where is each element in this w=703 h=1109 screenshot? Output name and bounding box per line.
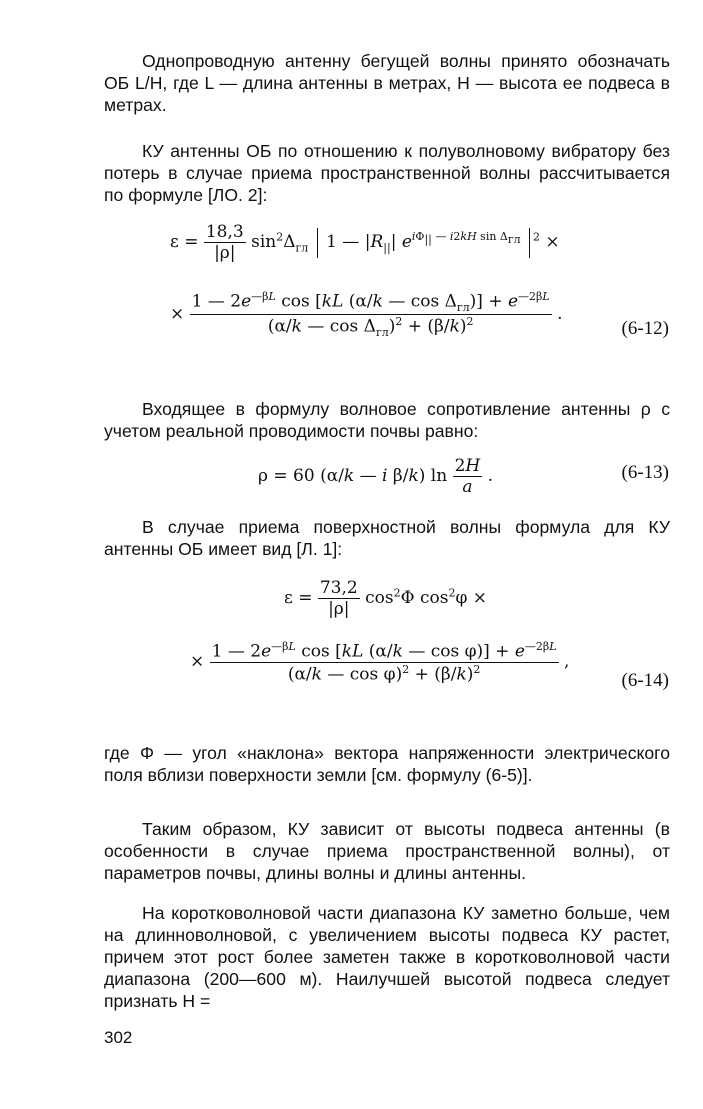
paragraph-surface-wave: [104, 516, 670, 560]
equation-6-14-line2: × $\frac{1 — 2e^{—\beta L} \cos [kL (\alpha/k — \cos \varphi)] + e^{—2\beta L}}{(\alpha/k — \cos \varphi)^2 + (\beta/k)^2}$ ,: [190, 640, 570, 685]
paragraph-shortwave-text: На коротковолновой части диапазона КУ заметно больше, чем на длинноволновой, с увеличением высоты подвеса КУ растет, причем этот рост более заметен также в коротковолновой части диапазона (200—600 м). Наилучшей высотой подвеса следует признать H =: [104, 903, 670, 1011]
paragraph-shortwave: [104, 902, 670, 1012]
equation-6-12-line1: ε = $\frac{18,3}{|\rho|}$ $\sin^2\Delta_{гл}$ 1 — $|R_{||}|$ $e^{i\Phi_{||} — i2kH sin \Delta_{гл}}$ $^2$ ×: [170, 222, 560, 263]
paragraph-ku-spatial: [104, 140, 670, 206]
paragraph-intro: [104, 50, 670, 116]
equation-6-14-number: (6-14): [621, 670, 669, 691]
page-number: 302: [104, 1028, 133, 1047]
equation-6-12-number: (6-12): [621, 318, 669, 339]
paragraph-phi-definition: [104, 742, 670, 786]
paragraph-impedance-text: Входящее в формулу волновое сопротивление антенны ρ с учетом реальной проводимости почвы равно:: [104, 399, 670, 441]
paragraph-conclusion-text: Таким образом, КУ зависит от высоты подвеса антенны (в особенности в случае приема пространственной волны), от параметров почвы, длины волны и длины антенны.: [104, 819, 670, 883]
paragraph-intro-text: Однопроводную антенну бегущей волны принято обозначать ОБ L/H, где L — длина антенны в метрах, H — высота ее подвеса в метрах.: [104, 51, 670, 115]
paragraph-conclusion: [104, 818, 670, 884]
equation-6-13-number: (6-13): [621, 462, 669, 483]
equation-6-14-line1: ε = $\frac{73,2}{|\rho|}$ $\cos^2\Phi$ $\cos^2\varphi$ ×: [284, 578, 487, 619]
paragraph-ku-spatial-text: КУ антенны ОБ по отношению к полуволновому вибратору без потерь в случае приема пространственной волны рассчитывается по формуле [ЛО. 2]:: [104, 141, 670, 205]
paragraph-phi-definition-text: где Φ — угол «наклона» вектора напряженности электрического поля вблизи поверхности земли [см. формулу (6-5)].: [104, 743, 670, 785]
equation-6-12-line2: × $\frac{1 — 2e^{—\beta L} \cos [kL (\alpha/k — \cos \Delta_{гл})] + e^{—2\beta L}}{(\alpha/k — \cos \Delta_{гл})^2 + (\beta/k)^2}$ .: [170, 290, 563, 340]
equation-6-13: ρ = 60 (α/k — i β/k) ln $\frac{2H}{a}$ .: [258, 456, 494, 497]
paragraph-surface-wave-text: В случае приема поверхностной волны формула для КУ антенны ОБ имеет вид [Л. 1]:: [104, 517, 670, 559]
paragraph-impedance: [104, 398, 670, 442]
